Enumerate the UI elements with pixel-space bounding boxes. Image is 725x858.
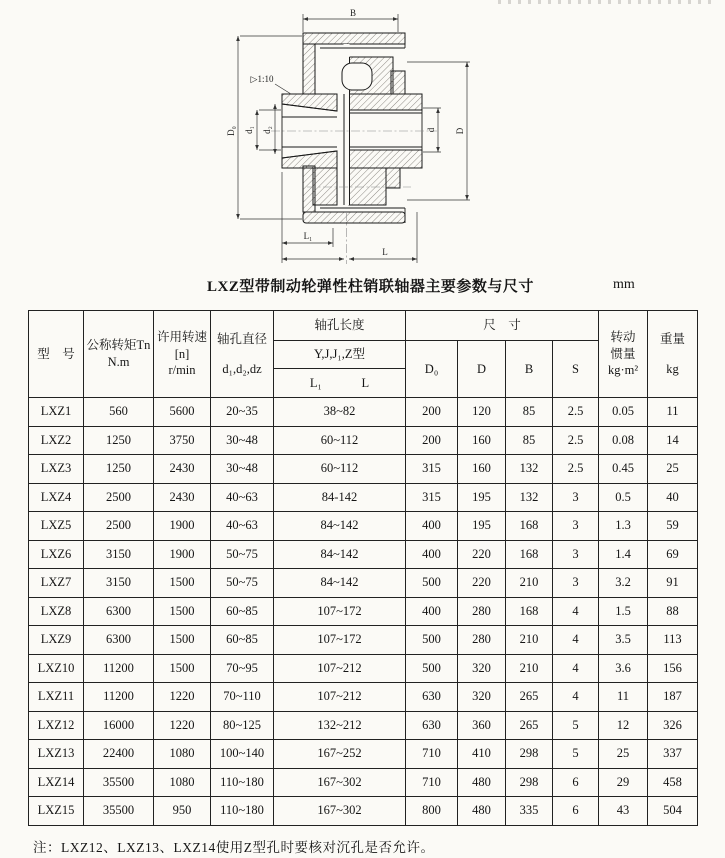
- weight-header-line1: 重量: [660, 331, 686, 346]
- value-cell: 3150: [84, 569, 154, 598]
- inertia-header-line3: kg·m²: [607, 363, 639, 378]
- speed-header-line3: r/min: [168, 363, 196, 378]
- value-cell: 0.45: [599, 455, 648, 484]
- value-cell: 6: [553, 797, 599, 826]
- value-cell: 200: [406, 426, 458, 455]
- inertia-header-line2: 惯量: [610, 346, 636, 361]
- value-cell: 458: [648, 768, 698, 797]
- value-cell: 1500: [154, 597, 211, 626]
- table-row: [29, 569, 698, 598]
- speed-header-line1: 许用转速: [156, 329, 207, 344]
- value-cell: 40~63: [211, 483, 274, 512]
- value-cell: 210: [506, 626, 553, 655]
- page-edge-artifact: [498, 0, 716, 4]
- col-header-speed: [154, 311, 211, 398]
- value-cell: 400: [406, 512, 458, 541]
- model-cell: LXZ8: [29, 597, 84, 626]
- value-cell: 110~180: [211, 797, 274, 826]
- value-cell: 710: [406, 740, 458, 769]
- value-cell: 4: [553, 683, 599, 712]
- value-cell: 3.5: [599, 626, 648, 655]
- dim-label-d: d: [426, 127, 436, 133]
- value-cell: 500: [406, 654, 458, 683]
- value-cell: 315: [406, 483, 458, 512]
- value-cell: 2430: [154, 483, 211, 512]
- col-header-l1-l: [274, 369, 406, 398]
- value-cell: 59: [648, 512, 698, 541]
- value-cell: 187: [648, 683, 698, 712]
- value-cell: 160: [458, 455, 506, 484]
- model-cell: LXZ1: [29, 398, 84, 427]
- model-cell: LXZ11: [29, 683, 84, 712]
- dim-label-big-d: D: [455, 127, 465, 135]
- value-cell: 1.5: [599, 597, 648, 626]
- model-cell: LXZ7: [29, 569, 84, 598]
- value-cell: 14: [648, 426, 698, 455]
- dim-label-b: B: [349, 8, 357, 18]
- value-cell: 1250: [84, 455, 154, 484]
- value-cell: 107~212: [274, 683, 406, 712]
- value-cell: 84~142: [274, 540, 406, 569]
- value-cell: 360: [458, 711, 506, 740]
- value-cell: 335: [506, 797, 553, 826]
- value-cell: 410: [458, 740, 506, 769]
- value-cell: 560: [84, 398, 154, 427]
- value-cell: 167~302: [274, 797, 406, 826]
- col-header-bore-diameter: [211, 311, 274, 398]
- value-cell: 50~75: [211, 569, 274, 598]
- value-cell: 337: [648, 740, 698, 769]
- value-cell: 25: [648, 455, 698, 484]
- table-row: [29, 512, 698, 541]
- table-title: LXZ型带制动轮弹性柱销联轴器主要参数与尺寸: [207, 279, 534, 295]
- value-cell: 1.3: [599, 512, 648, 541]
- table-body: [29, 398, 698, 826]
- value-cell: 30~48: [211, 426, 274, 455]
- inertia-header-line1: 转动: [610, 329, 636, 344]
- value-cell: 326: [648, 711, 698, 740]
- col-header-weight: [648, 311, 698, 398]
- col-header-length-types: Y,J,J₁,Z型: [274, 341, 406, 369]
- value-cell: 1080: [154, 768, 211, 797]
- dimension-lines: [238, 14, 470, 263]
- value-cell: 84~142: [274, 569, 406, 598]
- speed-header-line2: [n]: [174, 346, 190, 361]
- value-cell: 107~172: [274, 626, 406, 655]
- group-header-size: 尺 寸: [406, 311, 599, 341]
- torque-header-line1: 公称转矩Tn: [86, 338, 151, 353]
- value-cell: 400: [406, 597, 458, 626]
- value-cell: 630: [406, 683, 458, 712]
- value-cell: 84~142: [274, 512, 406, 541]
- value-cell: 210: [506, 569, 553, 598]
- value-cell: 950: [154, 797, 211, 826]
- value-cell: 11200: [84, 683, 154, 712]
- model-cell: LXZ9: [29, 626, 84, 655]
- table-row: [29, 398, 698, 427]
- value-cell: 210: [506, 654, 553, 683]
- value-cell: 298: [506, 768, 553, 797]
- table-row: [29, 683, 698, 712]
- bore-header-line1: 轴孔直径: [216, 331, 267, 346]
- value-cell: 107~172: [274, 597, 406, 626]
- value-cell: 167~302: [274, 768, 406, 797]
- group-header-bore-length: 轴孔长度: [274, 311, 406, 341]
- value-cell: 1250: [84, 426, 154, 455]
- value-cell: 320: [458, 654, 506, 683]
- value-cell: 38~82: [274, 398, 406, 427]
- value-cell: 2.5: [553, 455, 599, 484]
- model-cell: LXZ6: [29, 540, 84, 569]
- value-cell: 11: [599, 683, 648, 712]
- value-cell: 132: [506, 455, 553, 484]
- value-cell: 195: [458, 483, 506, 512]
- col-header-d0: D₀: [406, 341, 458, 398]
- value-cell: 1900: [154, 540, 211, 569]
- value-cell: 70~110: [211, 683, 274, 712]
- value-cell: 11: [648, 398, 698, 427]
- value-cell: 2.5: [553, 426, 599, 455]
- value-cell: 280: [458, 597, 506, 626]
- value-cell: 80~125: [211, 711, 274, 740]
- value-cell: 0.05: [599, 398, 648, 427]
- value-cell: 35500: [84, 768, 154, 797]
- value-cell: 11200: [84, 654, 154, 683]
- value-cell: 320: [458, 683, 506, 712]
- parameters-table: [28, 310, 698, 826]
- value-cell: 0.08: [599, 426, 648, 455]
- value-cell: 3: [553, 512, 599, 541]
- value-cell: 60~112: [274, 455, 406, 484]
- value-cell: 107~212: [274, 654, 406, 683]
- value-cell: 504: [648, 797, 698, 826]
- value-cell: 265: [506, 683, 553, 712]
- table-row: [29, 740, 698, 769]
- value-cell: 5: [553, 711, 599, 740]
- value-cell: 88: [648, 597, 698, 626]
- value-cell: 60~85: [211, 626, 274, 655]
- value-cell: 6: [553, 768, 599, 797]
- dim-label-d1: d₁: [244, 126, 254, 134]
- table-row: [29, 797, 698, 826]
- table-row: [29, 626, 698, 655]
- value-cell: 400: [406, 540, 458, 569]
- unit-label: mm: [613, 277, 635, 292]
- table-row: [29, 597, 698, 626]
- value-cell: 40~63: [211, 512, 274, 541]
- value-cell: 120: [458, 398, 506, 427]
- value-cell: 280: [458, 626, 506, 655]
- value-cell: 69: [648, 540, 698, 569]
- value-cell: 4: [553, 654, 599, 683]
- value-cell: 3: [553, 569, 599, 598]
- value-cell: 50~75: [211, 540, 274, 569]
- value-cell: 5: [553, 740, 599, 769]
- value-cell: 2.5: [553, 398, 599, 427]
- value-cell: 25: [599, 740, 648, 769]
- value-cell: 3150: [84, 540, 154, 569]
- title-row: [0, 275, 725, 297]
- table-row: [29, 483, 698, 512]
- value-cell: 6300: [84, 597, 154, 626]
- value-cell: 100~140: [211, 740, 274, 769]
- value-cell: 1080: [154, 740, 211, 769]
- value-cell: 12: [599, 711, 648, 740]
- value-cell: 195: [458, 512, 506, 541]
- value-cell: 315: [406, 455, 458, 484]
- value-cell: 60~112: [274, 426, 406, 455]
- table-header: [29, 311, 698, 398]
- model-cell: LXZ10: [29, 654, 84, 683]
- table-row: [29, 711, 698, 740]
- value-cell: 132: [506, 483, 553, 512]
- value-cell: 2500: [84, 512, 154, 541]
- value-cell: 1220: [154, 711, 211, 740]
- col-header-torque: [84, 311, 154, 398]
- value-cell: 3.6: [599, 654, 648, 683]
- value-cell: 298: [506, 740, 553, 769]
- value-cell: 30~48: [211, 455, 274, 484]
- col-header-d: D: [458, 341, 506, 398]
- value-cell: 35500: [84, 797, 154, 826]
- value-cell: 91: [648, 569, 698, 598]
- l-header-label: L: [361, 375, 370, 390]
- col-header-inertia: [599, 311, 648, 398]
- value-cell: 110~180: [211, 768, 274, 797]
- value-cell: 265: [506, 711, 553, 740]
- value-cell: 1500: [154, 654, 211, 683]
- value-cell: 22400: [84, 740, 154, 769]
- weight-header-line2: kg: [666, 361, 679, 376]
- model-cell: LXZ14: [29, 768, 84, 797]
- value-cell: 800: [406, 797, 458, 826]
- value-cell: 168: [506, 512, 553, 541]
- value-cell: 3: [553, 540, 599, 569]
- value-cell: 16000: [84, 711, 154, 740]
- value-cell: 20~35: [211, 398, 274, 427]
- value-cell: 0.5: [599, 483, 648, 512]
- value-cell: 3750: [154, 426, 211, 455]
- bore-header-line2: d₁,d₂,dz: [222, 361, 262, 376]
- model-cell: LXZ15: [29, 797, 84, 826]
- model-header-label: 型 号: [37, 346, 75, 361]
- model-cell: LXZ12: [29, 711, 84, 740]
- dim-label-d0: D₀: [226, 126, 236, 136]
- col-header-s: S: [553, 341, 599, 398]
- value-cell: 3.2: [599, 569, 648, 598]
- dim-label-d2: d₂: [262, 126, 272, 134]
- value-cell: 220: [458, 540, 506, 569]
- table-row: [29, 426, 698, 455]
- value-cell: 1500: [154, 626, 211, 655]
- value-cell: 630: [406, 711, 458, 740]
- value-cell: 6300: [84, 626, 154, 655]
- value-cell: 710: [406, 768, 458, 797]
- l1-header-label: L₁: [309, 375, 322, 390]
- value-cell: 500: [406, 569, 458, 598]
- value-cell: 3: [553, 483, 599, 512]
- value-cell: 168: [506, 597, 553, 626]
- hatched-sections: [282, 33, 422, 223]
- taper-note: ▷1:10: [250, 74, 274, 84]
- value-cell: 1220: [154, 683, 211, 712]
- value-cell: 113: [648, 626, 698, 655]
- value-cell: 29: [599, 768, 648, 797]
- value-cell: 500: [406, 626, 458, 655]
- footnote: 注：LXZ12、LXZ13、LXZ14使用Z型孔时要核对沉孔是否允许。: [33, 840, 435, 855]
- model-cell: LXZ4: [29, 483, 84, 512]
- value-cell: 480: [458, 768, 506, 797]
- dim-label-l1: L₁: [303, 231, 313, 241]
- table-row: [29, 455, 698, 484]
- value-cell: 1500: [154, 569, 211, 598]
- dim-label-l: L: [382, 247, 388, 257]
- value-cell: 2500: [84, 483, 154, 512]
- value-cell: 4: [553, 626, 599, 655]
- model-cell: LXZ2: [29, 426, 84, 455]
- value-cell: 84-142: [274, 483, 406, 512]
- value-cell: 4: [553, 597, 599, 626]
- value-cell: 60~85: [211, 597, 274, 626]
- table-row: [29, 540, 698, 569]
- value-cell: 5600: [154, 398, 211, 427]
- table-row: [29, 654, 698, 683]
- value-cell: 167~252: [274, 740, 406, 769]
- value-cell: 1900: [154, 512, 211, 541]
- value-cell: 43: [599, 797, 648, 826]
- value-cell: 1.4: [599, 540, 648, 569]
- torque-header-line2: N.m: [107, 355, 130, 369]
- coupling-drawing: [225, 0, 505, 270]
- value-cell: 220: [458, 569, 506, 598]
- model-cell: LXZ5: [29, 512, 84, 541]
- value-cell: 2430: [154, 455, 211, 484]
- table-row: [29, 768, 698, 797]
- value-cell: 160: [458, 426, 506, 455]
- value-cell: 132~212: [274, 711, 406, 740]
- col-header-b: B: [506, 341, 553, 398]
- value-cell: 40: [648, 483, 698, 512]
- model-cell: LXZ13: [29, 740, 84, 769]
- value-cell: 168: [506, 540, 553, 569]
- value-cell: 85: [506, 398, 553, 427]
- model-cell: LXZ3: [29, 455, 84, 484]
- value-cell: 156: [648, 654, 698, 683]
- value-cell: 85: [506, 426, 553, 455]
- value-cell: 480: [458, 797, 506, 826]
- value-cell: 70~95: [211, 654, 274, 683]
- col-header-model: [29, 311, 84, 398]
- value-cell: 200: [406, 398, 458, 427]
